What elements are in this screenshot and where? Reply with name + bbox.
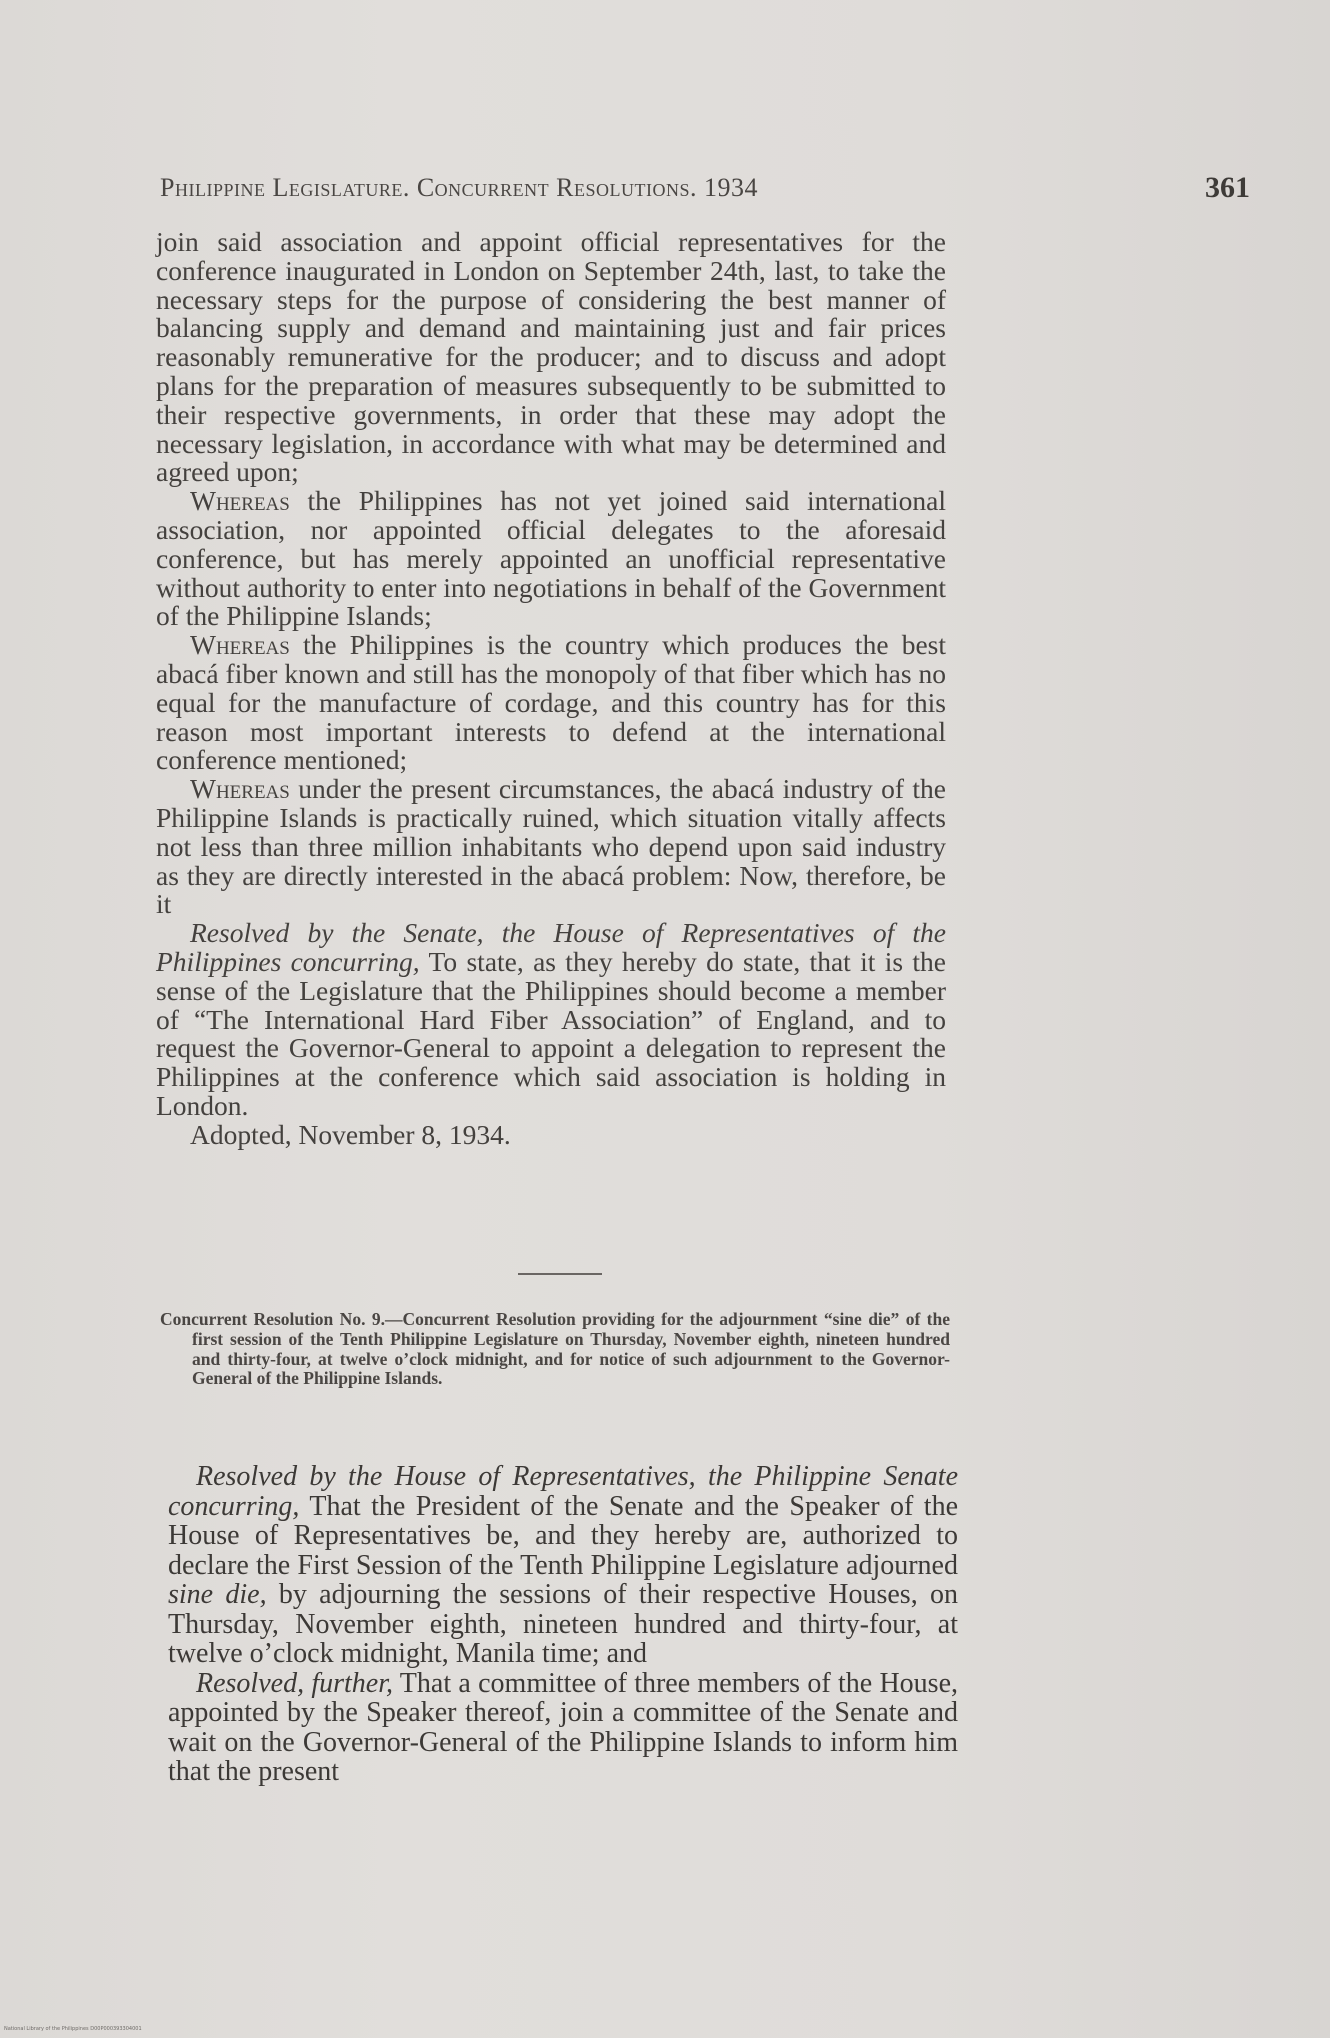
whereas-text: the Philippines has not yet joined said international association, nor appointed official delegates to the aforesaid conference, but has merely appointed an unofficial representative without authority to enter into negotiations in behalf of the Government of the Philippine Islands;	[156, 485, 946, 632]
resolved-text: To state, as they hereby do state, that it is the sense of the Legislature that the Philippines should become a member of “The International Hard Fiber Association” of England, and to request the Governor-General to appoint a delegation to represent the Philippines at the conference which said association is holding in London.	[156, 945, 946, 1121]
whereas-paragraph-1	[156, 487, 946, 631]
resolved-clause: Resolved by the House of Representatives, the Philippine Senate concurring,	[168, 1461, 958, 1522]
resolution-9-body	[168, 1462, 958, 1787]
digitization-credit: National Library of the Philippines D00P000393304001	[4, 2026, 142, 2032]
resolved-further-clause: Resolved, further,	[196, 1667, 394, 1699]
whereas-label: Whereas	[190, 485, 290, 517]
page-number: 361	[1205, 171, 1250, 204]
whereas-text: under the present circumstances, the abacá industry of the Philippine Islands is practically ruined, which situation vitally affects not less than three million inhabitants who depend upon said industry as they are directly interested in the abacá problem: Now, therefore, be it	[156, 773, 946, 920]
running-head: Philippine Legislature. Concurrent Resolutions. 1934	[160, 173, 759, 202]
resolved-text: That a committee of three members of the House, appointed by the Speaker thereof, join a committee of the Senate and wait on the Governor-General of the Philippine Islands to inform him that the present	[168, 1667, 958, 1787]
whereas-paragraph-2	[156, 631, 946, 775]
adopted-date: Adopted, November 8, 1934.	[190, 1118, 511, 1150]
resolution-body-continued	[156, 228, 946, 1150]
paragraph-continuation: join said association and appoint official representatives for the conference inaugurated in London on September 24th, last, to take the necessary steps for the purpose of considering the best manner of balancing supply and demand and maintaining just and fair prices reasonably remunerative for the producer; and to discuss and adopt plans for the preparation of measures subsequently to be submitted to their respective governments, in order that these may adopt the necessary legislation, in accordance with what may be determined and agreed upon;	[156, 226, 946, 488]
resolved-clause: Resolved by the Senate, the House of Representatives of the Philippines concurring,	[156, 917, 946, 977]
resolved-text: That the President of the Senate and the Speaker of the House of Representatives be, and they hereby are, authorized to declare the First Session of the Tenth Philippine Legislature adjourned	[168, 1490, 958, 1581]
resolved-paragraph	[156, 919, 946, 1121]
resolution-title: Concurrent Resolution No. 9.—Concurrent Resolution providing for the adjournment “sine die” of the first session of the Tenth Philippine Legislature on Thursday, November eighth, nineteen hundred and thirty-four, at twelve o’clock midnight, and for notice of such adjournment to the Governor-General of the Philippine Islands.	[160, 1309, 950, 1389]
sine-die-phrase: sine die,	[168, 1579, 267, 1610]
page-header	[160, 173, 1250, 213]
resolved-paragraph-1	[168, 1462, 958, 1669]
resolved-paragraph-2	[168, 1669, 958, 1787]
whereas-label: Whereas	[190, 629, 290, 661]
whereas-label: Whereas	[190, 773, 290, 805]
resolved-text-cont: by adjourning the sessions of their respective Houses, on Thursday, November eighth, nineteen hundred and thirty-four, at twelve o’clock midnight, Manila time; and	[168, 1579, 958, 1669]
whereas-text: the Philippines is the country which produces the best abacá fiber known and still has the monopoly of that fiber which has no equal for the manufacture of cordage, and this country has for this reason most important interests to defend at the international conference mentioned;	[156, 629, 946, 776]
section-divider	[518, 1273, 602, 1275]
whereas-paragraph-3	[156, 775, 946, 919]
